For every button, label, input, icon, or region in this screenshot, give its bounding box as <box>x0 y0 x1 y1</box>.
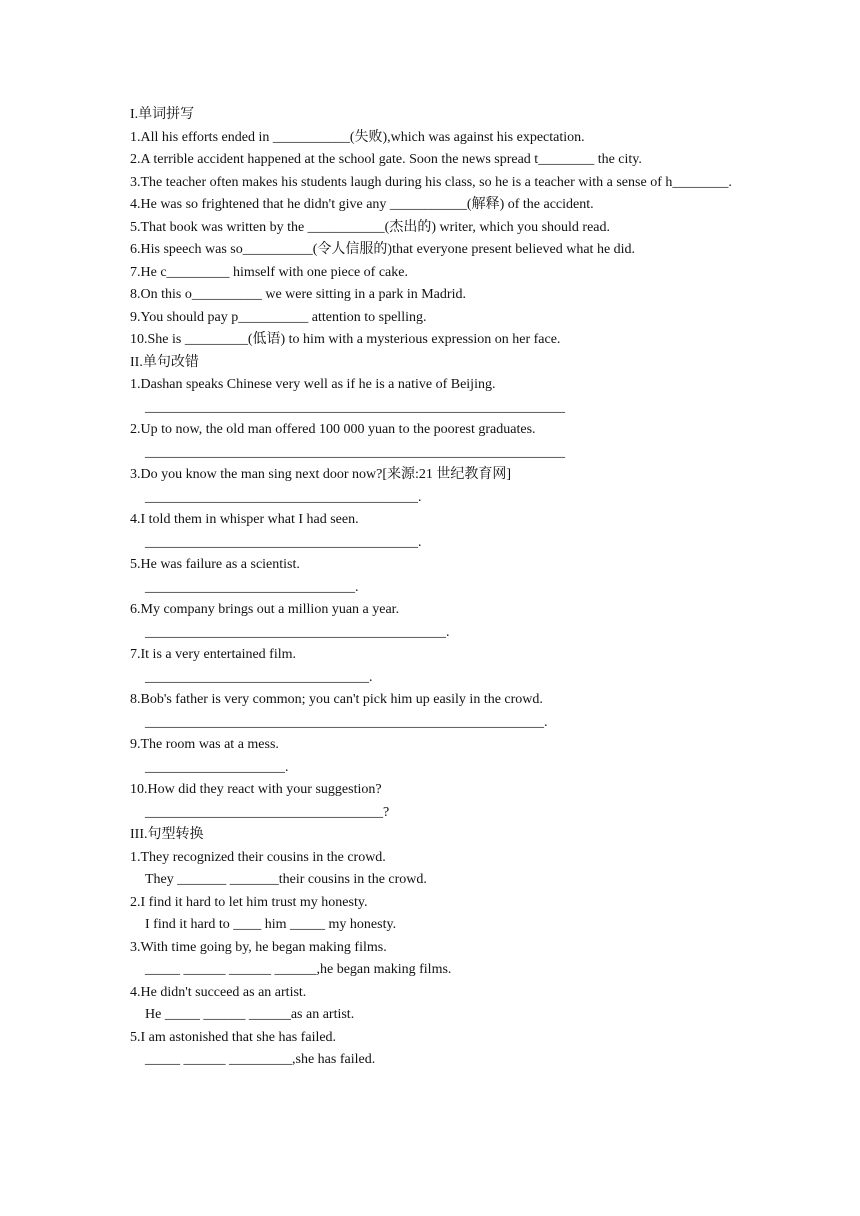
exercise-item: 6.His speech was so__________(令人信服的)that everyone present believed what he did. <box>130 242 636 257</box>
answer-blank: _______________________________________. <box>145 489 422 505</box>
exercise-item: 8.On this o__________ we were sitting in a park in Madrid. <box>130 287 466 302</box>
answer-blank: ____________________________________________________________ <box>145 399 565 415</box>
question: 1.They recognized their cousins in the crowd. <box>130 849 386 865</box>
answer-line: He _____ ______ ______as an artist. <box>145 1007 355 1022</box>
question: 5.He was failure as a scientist. <box>130 557 300 572</box>
question: 10.How did they react with your suggestion? <box>130 782 382 797</box>
answer-blank: _______________________________________. <box>145 534 422 550</box>
question: 3.Do you know the man sing next door now?[来源:21 世纪教育网] <box>130 467 512 482</box>
question: 1.Dashan speaks Chinese very well as if he is a native of Beijing. <box>130 377 496 392</box>
exercise-item: 9.You should pay p__________ attention to spelling. <box>130 309 427 325</box>
question: 2.Up to now, the old man offered 100 000 yuan to the poorest graduates. <box>130 422 536 437</box>
exercise-item: 1.All his efforts ended in ___________(失败),which was against his expectation. <box>130 129 585 145</box>
exercise-item: 3.The teacher often makes his students laugh during his class, so he is a teacher with a sense of h________. <box>130 174 732 190</box>
section-title: III.句型转换 <box>130 827 204 842</box>
exercise-item: 10.She is _________(低语) to him with a mysterious expression on her face. <box>130 332 561 347</box>
answer-blank: __________________________________? <box>145 804 390 820</box>
answer-blank: ______________________________. <box>145 579 359 595</box>
question: 2.I find it hard to let him trust my honesty. <box>130 894 368 910</box>
answer-blank: ____________________________________________________________ <box>145 444 565 460</box>
worksheet <box>130 104 734 1072</box>
answer-blank: _________________________________________________________. <box>145 714 548 730</box>
question: 6.My company brings out a million yuan a year. <box>130 602 400 617</box>
exercise-item: 4.He was so frightened that he didn't give any ___________(解释) of the accident. <box>130 197 594 212</box>
question: 9.The room was at a mess. <box>130 737 279 752</box>
question: 3.With time going by, he began making films. <box>130 939 387 955</box>
answer-line: _____ ______ ______ ______,he began making films. <box>145 962 452 977</box>
question: 7.It is a very entertained film. <box>130 647 296 662</box>
question: 4.I told them in whisper what I had seen. <box>130 512 359 527</box>
question: 5.I am astonished that she has failed. <box>130 1029 337 1045</box>
exercise-item: 7.He c_________ himself with one piece of cake. <box>130 264 408 280</box>
section-title: II.单句改错 <box>130 354 199 370</box>
exercise-item: 5.That book was written by the ___________(杰出的) writer, which you should read. <box>130 219 611 235</box>
question: 4.He didn't succeed as an artist. <box>130 984 307 1000</box>
answer-line: _____ ______ _________,she has failed. <box>145 1052 376 1067</box>
answer-blank: ___________________________________________. <box>145 624 450 640</box>
answer-blank: ________________________________. <box>145 669 373 685</box>
section-title: I.单词拼写 <box>130 107 195 122</box>
exercise-item: 2.A terrible accident happened at the school gate. Soon the news spread t________ the city. <box>130 152 642 167</box>
answer-blank: ____________________. <box>145 759 289 775</box>
answer-line: I find it hard to ____ him _____ my honesty. <box>145 917 397 932</box>
question: 8.Bob's father is very common; you can't pick him up easily in the crowd. <box>130 692 543 707</box>
answer-line: They _______ _______their cousins in the crowd. <box>145 872 427 887</box>
